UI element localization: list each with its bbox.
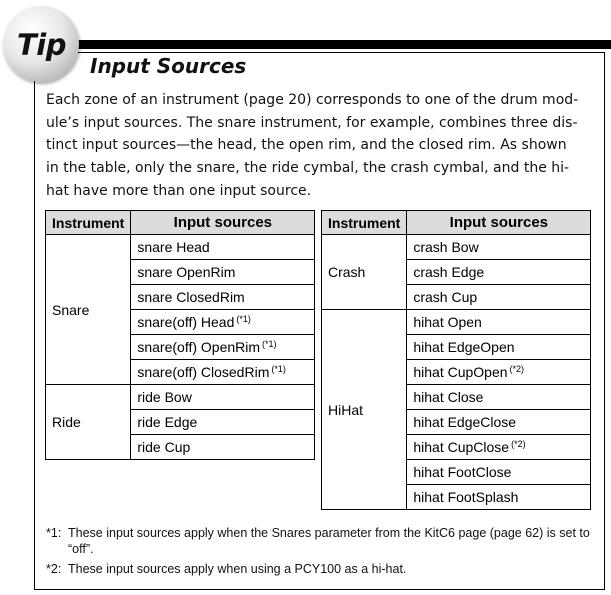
intro-line: in the table, only the snare, the ride cymbal, the crash cymbal, and the hi-	[46, 160, 570, 177]
input-source-cell	[407, 235, 591, 260]
instrument-cell: Snare	[46, 235, 131, 385]
input-source-name: snare(off) OpenRim	[137, 339, 261, 355]
footnote-reference: (*1)	[236, 314, 251, 324]
column-header-input-sources: Input sources	[131, 211, 315, 235]
input-source-name: hihat EdgeOpen	[413, 339, 515, 355]
column-header-input-sources: Input sources	[407, 211, 591, 235]
instrument-cell: Crash	[322, 235, 407, 310]
input-source-name: snare(off) Head	[137, 314, 235, 330]
footnote-mark: *2:	[46, 562, 62, 576]
input-source-cell	[407, 360, 591, 385]
input-source-cell	[407, 460, 591, 485]
intro-line: Each zone of an instrument (page 20) corresponds to one of the drum mod-	[46, 92, 579, 108]
input-source-cell	[131, 385, 315, 410]
tip-badge	[3, 6, 79, 82]
input-source-name: crash Cup	[413, 289, 478, 305]
intro-line: tinct input sources—the head, the open rim, and the closed rim. As shown	[46, 137, 567, 154]
column-header-instrument: Instrument	[322, 211, 407, 235]
input-source-name: hihat CupClose	[413, 439, 510, 455]
input-source-cell	[131, 335, 315, 360]
input-source-name: hihat FootSplash	[413, 489, 519, 505]
footnote-mark: *1:	[46, 526, 62, 540]
input-source-cell	[131, 235, 315, 260]
input-source-cell	[407, 310, 591, 335]
input-source-name: snare ClosedRim	[137, 289, 245, 305]
table-row	[46, 235, 315, 260]
table-row	[322, 310, 591, 335]
input-source-cell	[407, 385, 591, 410]
input-source-cell	[131, 410, 315, 435]
input-source-name: ride Bow	[137, 389, 192, 405]
footnotes	[46, 526, 591, 578]
input-source-cell	[407, 410, 591, 435]
input-sources-table-right	[321, 210, 591, 510]
input-source-cell	[407, 485, 591, 510]
input-source-cell	[407, 285, 591, 310]
table-header-row	[322, 211, 591, 235]
instrument-cell: HiHat	[322, 310, 407, 510]
input-source-name: hihat EdgeClose	[413, 414, 517, 430]
input-source-cell	[131, 285, 315, 310]
input-source-name: hihat Open	[413, 314, 482, 330]
input-source-cell	[131, 360, 315, 385]
input-source-name: snare(off) ClosedRim	[137, 364, 270, 380]
intro-paragraph	[46, 89, 591, 203]
input-source-name: crash Edge	[413, 264, 485, 280]
footnote-reference: (*1)	[262, 339, 277, 349]
table-header-row	[46, 211, 315, 235]
intro-line: ule’s input sources. The snare instrument, for example, combines three dis-	[46, 114, 578, 131]
section-title: Input Sources	[90, 54, 247, 78]
input-source-cell	[407, 335, 591, 360]
input-source-name: ride Edge	[137, 414, 198, 430]
header-rule	[70, 40, 611, 49]
footnote-reference: (*2)	[511, 439, 526, 449]
footnote-reference: (*1)	[271, 364, 286, 374]
input-source-name: hihat FootClose	[413, 464, 512, 480]
input-source-cell	[407, 260, 591, 285]
instrument-cell: Ride	[46, 385, 131, 460]
footnote-reference: (*2)	[509, 364, 525, 374]
input-source-cell	[131, 260, 315, 285]
footnote	[46, 562, 591, 578]
footnote	[46, 526, 591, 557]
input-source-name: snare OpenRim	[137, 264, 236, 280]
input-sources-table-left	[45, 210, 315, 460]
column-header-instrument: Instrument	[46, 211, 131, 235]
input-source-cell	[407, 435, 591, 460]
table-row	[322, 235, 591, 260]
input-source-name: hihat Close	[413, 389, 484, 405]
input-source-name: crash Bow	[413, 239, 479, 255]
tip-badge-label: Tip	[17, 28, 66, 62]
footnote-text: These input sources apply when the Snares parameter from the KitC6 page (page 62) is set to “off”.	[68, 526, 590, 556]
input-source-cell	[131, 435, 315, 460]
input-source-name: ride Cup	[137, 439, 191, 455]
input-source-name: hihat CupOpen	[413, 364, 508, 380]
table-row	[46, 385, 315, 410]
footnote-text: These input sources apply when using a PCY100 as a hi-hat.	[68, 562, 407, 576]
input-source-name: snare Head	[137, 239, 210, 255]
input-source-cell	[131, 310, 315, 335]
intro-line: hat have more than one input source.	[46, 182, 312, 199]
